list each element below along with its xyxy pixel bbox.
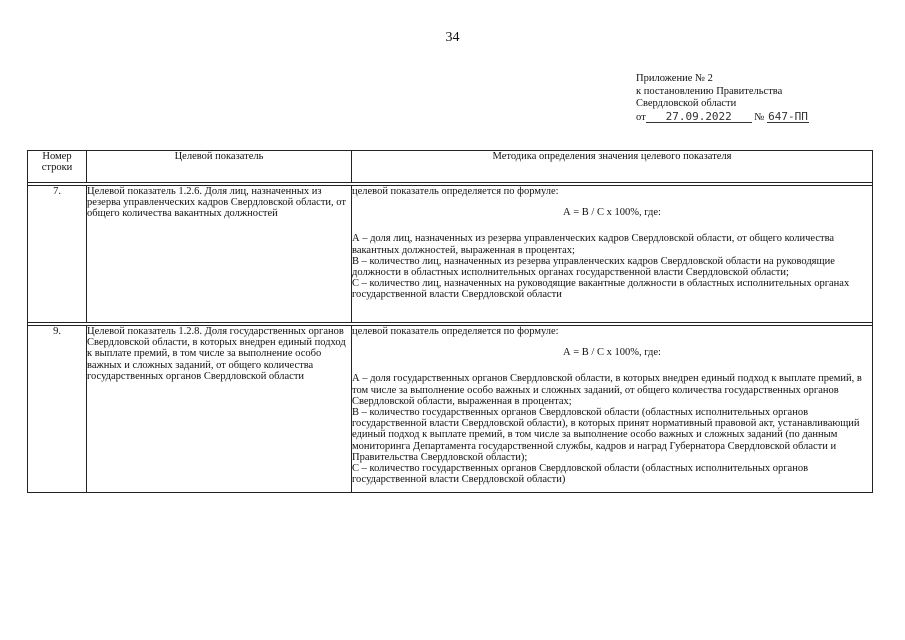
indicator-text: Целевой показатель 1.2.8. Доля государственных органов Свердловской области, в которых внедрен единый подход к выплате премий, в том числе за выполнение особо важных и сложных заданий, от общего количества государственных органов Свердловской области (87, 326, 352, 493)
appendix-resolution: к постановлению Правительства (636, 85, 783, 97)
header-row-number: Номер строки (28, 151, 87, 183)
appendix-title: Приложение № 2 (636, 73, 713, 84)
method-intro: целевой показатель определяется по формуле: (352, 186, 559, 197)
formula: А = В / С х 100%, где: (563, 207, 661, 219)
method-cell (352, 326, 873, 493)
definition-c: С – количество лиц, назначенных на руководящие вакантные должности в областных исполнительных органах государственной власти Свердловской области (352, 278, 850, 301)
table-row (28, 326, 873, 493)
definition-b: В – количество лиц, назначенных из резерва управленческих кадров Свердловской области на руководящие должности в областных исполнительных органах государственной власти Свердловской области; (352, 255, 835, 279)
row-number: 7. (28, 186, 87, 323)
definition-a: А – доля государственных органов Свердловской области, в которых внедрен единый подход к выплате премий, в том числе за выполнение особо важных и сложных заданий, от общего количества государственных органов Свердловской области, выраженная в процентах; (352, 373, 862, 407)
appendix-region: Свердловской области (636, 98, 737, 109)
from-label: от (636, 111, 646, 123)
header-method: Методика определения значения целевого показателя (352, 151, 873, 183)
table-row (28, 186, 873, 323)
number-label: № (754, 111, 765, 123)
method-cell (352, 186, 873, 323)
appendix-header (636, 73, 809, 124)
table-header-row (28, 151, 873, 183)
resolution-number: 647-ПП (768, 109, 808, 123)
row-number: 9. (28, 326, 87, 493)
method-intro: целевой показатель определяется по формуле: (352, 326, 559, 337)
resolution-date: 27.09.2022 (646, 111, 752, 123)
definition-a: А – доля лиц, назначенных из резерва управленческих кадров Свердловской области, от общего количества вакантных должностей, выраженная в процентах; (352, 233, 835, 256)
formula: А = В / С х 100%, где: (563, 347, 661, 359)
appendix-date-line (636, 111, 809, 125)
indicators-table (27, 150, 873, 493)
indicator-text: Целевой показатель 1.2.6. Доля лиц, назначенных из резерва управленческих кадров Свердловской области, от общего количества вакантных должностей (87, 186, 352, 323)
definition-b: В – количество государственных органов Свердловской области (областных исполнительных органов государственной власти Свердловской области), в которых принят нормативный правовой акт, устанавливающий единый подход к выплате премий, в том числе за выполнение особо важных и сложных заданий (по данным мониторинга Департамента государственной службы, кадров и наград Губернатора Свердловской области и Правительства Свердловской области); (352, 407, 860, 463)
page-number: 34 (445, 30, 460, 45)
definition-c: С – количество государственных органов Свердловской области (областных исполнительных органов государственной власти Свердловской области) (352, 463, 809, 486)
header-indicator: Целевой показатель (87, 151, 352, 183)
